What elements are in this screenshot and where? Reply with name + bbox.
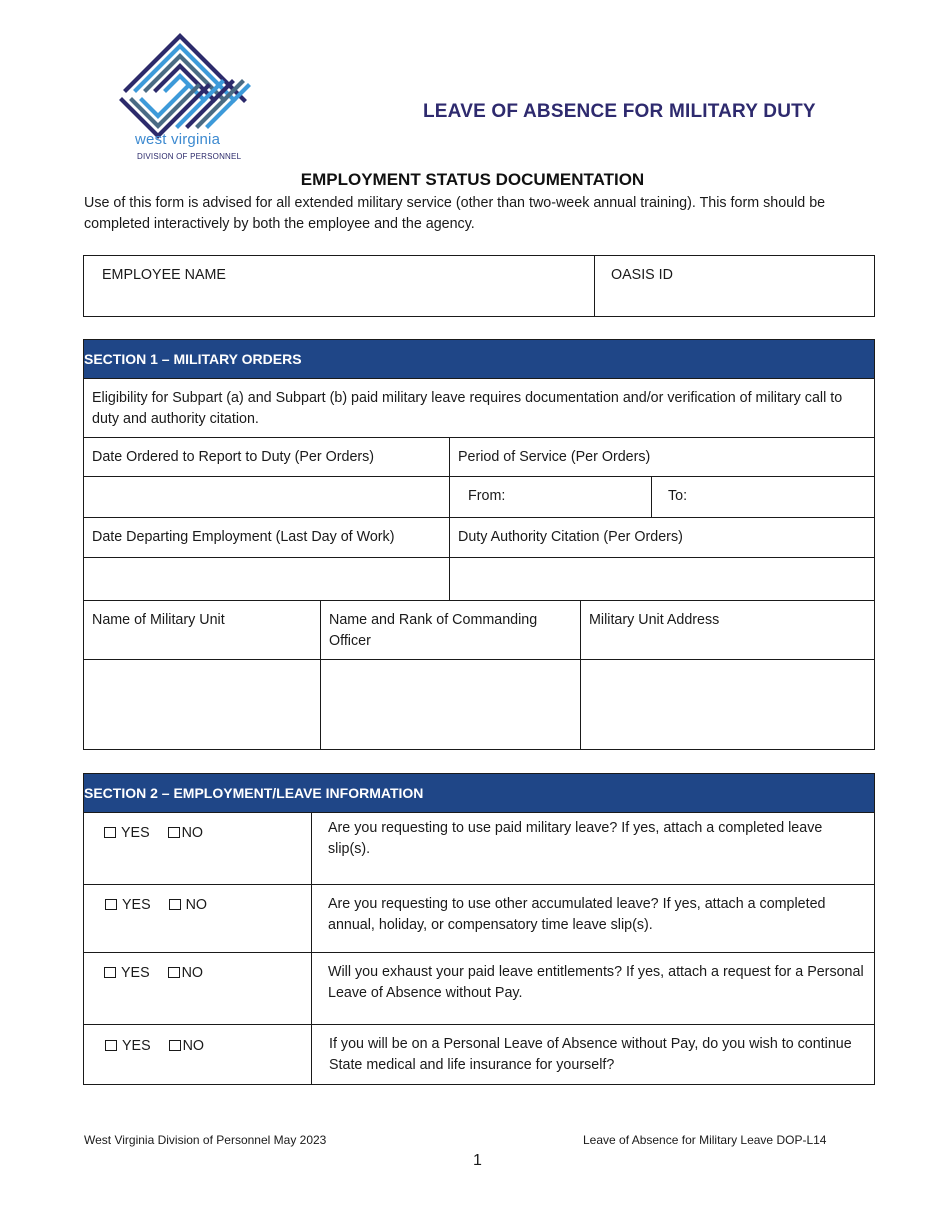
checkbox-icon bbox=[168, 827, 180, 838]
no-label: NO bbox=[182, 1038, 205, 1054]
unit-address-label: Military Unit Address bbox=[589, 612, 720, 628]
employee-info-table bbox=[83, 255, 875, 317]
yes-checkbox[interactable] bbox=[105, 897, 151, 913]
date-departing-label: Date Departing Employment (Last Day of Work) bbox=[92, 529, 395, 545]
yes-label: YES bbox=[121, 825, 150, 841]
checkbox-icon bbox=[169, 1040, 181, 1051]
footer-right: Leave of Absence for Military Leave DOP-L14 bbox=[583, 1133, 827, 1147]
yes-label: YES bbox=[122, 897, 151, 913]
form-subtitle: EMPLOYMENT STATUS DOCUMENTATION bbox=[300, 170, 645, 189]
logo-subtext: DIVISION OF PERSONNEL bbox=[137, 152, 242, 161]
checkbox-icon bbox=[168, 967, 180, 978]
no-label: NO bbox=[185, 897, 208, 913]
question-row bbox=[84, 885, 875, 953]
section2-header: SECTION 2 – EMPLOYMENT/LEAVE INFORMATION bbox=[84, 774, 875, 813]
checkbox-icon bbox=[104, 967, 116, 978]
checkbox-icon bbox=[105, 1040, 117, 1051]
section1-header: SECTION 1 – MILITARY ORDERS bbox=[84, 340, 875, 379]
period-from-field[interactable] bbox=[450, 477, 652, 518]
question-text: If you will be on a Personal Leave of Absence without Pay, do you wish to continue State medical and life insurance for yourself? bbox=[329, 1036, 852, 1073]
checkbox-icon bbox=[169, 899, 181, 910]
checkbox-icon bbox=[104, 827, 116, 838]
form-title: LEAVE OF ABSENCE FOR MILITARY DUTY bbox=[423, 101, 816, 122]
question-text: Will you exhaust your paid leave entitlements? If yes, attach a request for a Personal Leave of Absence without Pay. bbox=[328, 964, 864, 1001]
logo-wordmark: west virginia bbox=[135, 131, 221, 148]
period-to-field[interactable] bbox=[652, 477, 875, 518]
unit-name-field[interactable] bbox=[84, 660, 321, 750]
military-unit-table bbox=[83, 600, 875, 750]
duty-authority-field[interactable] bbox=[450, 558, 875, 601]
footer-left: West Virginia Division of Personnel May 2023 bbox=[84, 1133, 327, 1147]
intro-paragraph: Use of this form is advised for all extended military service (other than two-week annual training). This form should be completed interactively by both the employee and the agency. bbox=[84, 195, 826, 232]
question-row bbox=[84, 1025, 875, 1085]
no-label: NO bbox=[181, 965, 204, 981]
period-of-service-label: Period of Service (Per Orders) bbox=[458, 449, 651, 465]
yes-label: YES bbox=[121, 965, 150, 981]
date-ordered-label: Date Ordered to Report to Duty (Per Orders) bbox=[92, 449, 375, 465]
date-ordered-field[interactable] bbox=[84, 477, 450, 518]
page-number: 1 bbox=[473, 1152, 482, 1169]
no-checkbox[interactable] bbox=[168, 965, 203, 981]
unit-address-field[interactable] bbox=[581, 660, 875, 750]
question-row bbox=[84, 953, 875, 1025]
eligibility-note: Eligibility for Subpart (a) and Subpart (b) paid military leave requires documentation and/or verification of military call to duty and authority citation. bbox=[92, 390, 843, 427]
unit-name-label: Name of Military Unit bbox=[92, 612, 225, 628]
oasis-id-label: OASIS ID bbox=[611, 267, 673, 283]
no-checkbox[interactable] bbox=[169, 1038, 204, 1054]
commanding-officer-label: Name and Rank of Commanding Officer bbox=[329, 612, 538, 649]
date-departing-field[interactable] bbox=[84, 558, 450, 601]
yes-checkbox[interactable] bbox=[104, 825, 150, 841]
question-text: Are you requesting to use other accumulated leave? If yes, attach a completed annual, holiday, or compensatory time leave slip(s). bbox=[328, 896, 826, 933]
employee-name-field[interactable] bbox=[84, 256, 595, 317]
yes-checkbox[interactable] bbox=[105, 1038, 151, 1054]
no-checkbox[interactable] bbox=[169, 897, 207, 913]
yes-label: YES bbox=[122, 1038, 151, 1054]
question-row bbox=[84, 813, 875, 885]
oasis-id-field[interactable] bbox=[595, 256, 875, 317]
section2-table bbox=[83, 773, 875, 1085]
no-label: NO bbox=[181, 825, 204, 841]
commanding-officer-field[interactable] bbox=[321, 660, 581, 750]
question-text: Are you requesting to use paid military leave? If yes, attach a completed leave slip(s). bbox=[328, 820, 823, 857]
duty-authority-label: Duty Authority Citation (Per Orders) bbox=[458, 529, 683, 545]
to-label: To: bbox=[668, 488, 688, 504]
no-checkbox[interactable] bbox=[168, 825, 203, 841]
section1-table bbox=[83, 339, 875, 601]
employee-name-label: EMPLOYEE NAME bbox=[102, 267, 226, 283]
checkbox-icon bbox=[105, 899, 117, 910]
from-label: From: bbox=[468, 488, 506, 504]
yes-checkbox[interactable] bbox=[104, 965, 150, 981]
